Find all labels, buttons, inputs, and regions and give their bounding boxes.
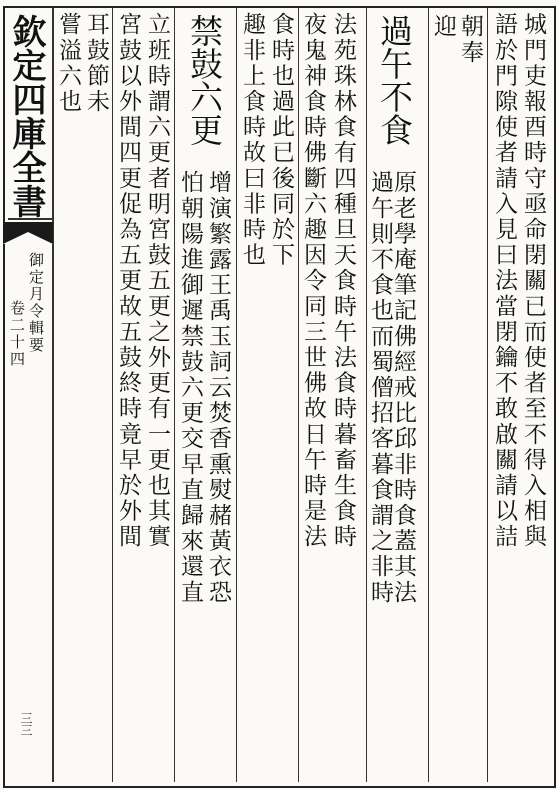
text-column: 迎 (430, 14, 456, 40)
column-rule (236, 8, 237, 782)
text-column: 宮鼓以外間四更促為五更故五鼓終時竟早於外間 (115, 12, 141, 550)
column-rule (298, 8, 299, 782)
column-rule (112, 8, 113, 782)
text-column: 耳鼓節未 (83, 12, 109, 115)
text-column: 夜鬼神食時佛斷六趣因令同三世佛故日午時是法 (300, 12, 326, 550)
text-column: 朝奉 (457, 14, 483, 66)
column-rule (174, 8, 175, 782)
entry-heading: 禁鼓六更 (185, 14, 224, 146)
library-title: 欽定四庫全書 (6, 14, 46, 218)
text-column: 過午則不食也而蜀僧招客暮食謂之非時 (367, 170, 393, 606)
fish-tail-ornament (3, 222, 53, 244)
text-column: 立班時謂六更者明宮鼓五更之外更有一更也其實 (144, 12, 170, 550)
column-rule (428, 8, 429, 782)
text-column: 法苑珠林食有四種旦天食時午法食時暮畜生食時 (330, 12, 356, 550)
margin-divider (52, 8, 54, 782)
page-number: 三三 (19, 712, 33, 736)
entry-heading: 過午不食 (375, 14, 414, 146)
text-column: 食時也過此已後同於下 (268, 12, 294, 268)
text-column: 語於門隙使者請入見曰法當閉鑰不敢啟關請以詰 (491, 12, 517, 550)
text-column: 城門吏報酉時守亟命閉關已而使者至不得入相與 (520, 12, 546, 550)
text-column: 趣非上食時故曰非時也 (239, 12, 265, 268)
volume-label: 卷二十四 (8, 300, 26, 368)
text-column: 原老學庵筆記佛經戒比邱非時食蓋其法 (390, 170, 416, 606)
text-column: 嘗溢六也 (55, 12, 81, 115)
text-column: 怕朝陽進御遲禁鼓六更交早直歸來還直 (177, 170, 203, 606)
text-column: 增演繁露王禹玉詞云焚香熏熨赭黃衣恐 (205, 170, 231, 606)
column-rule (487, 8, 488, 782)
book-title: 御定月令輯要 (27, 252, 45, 354)
margin-divider-inner (8, 218, 52, 220)
